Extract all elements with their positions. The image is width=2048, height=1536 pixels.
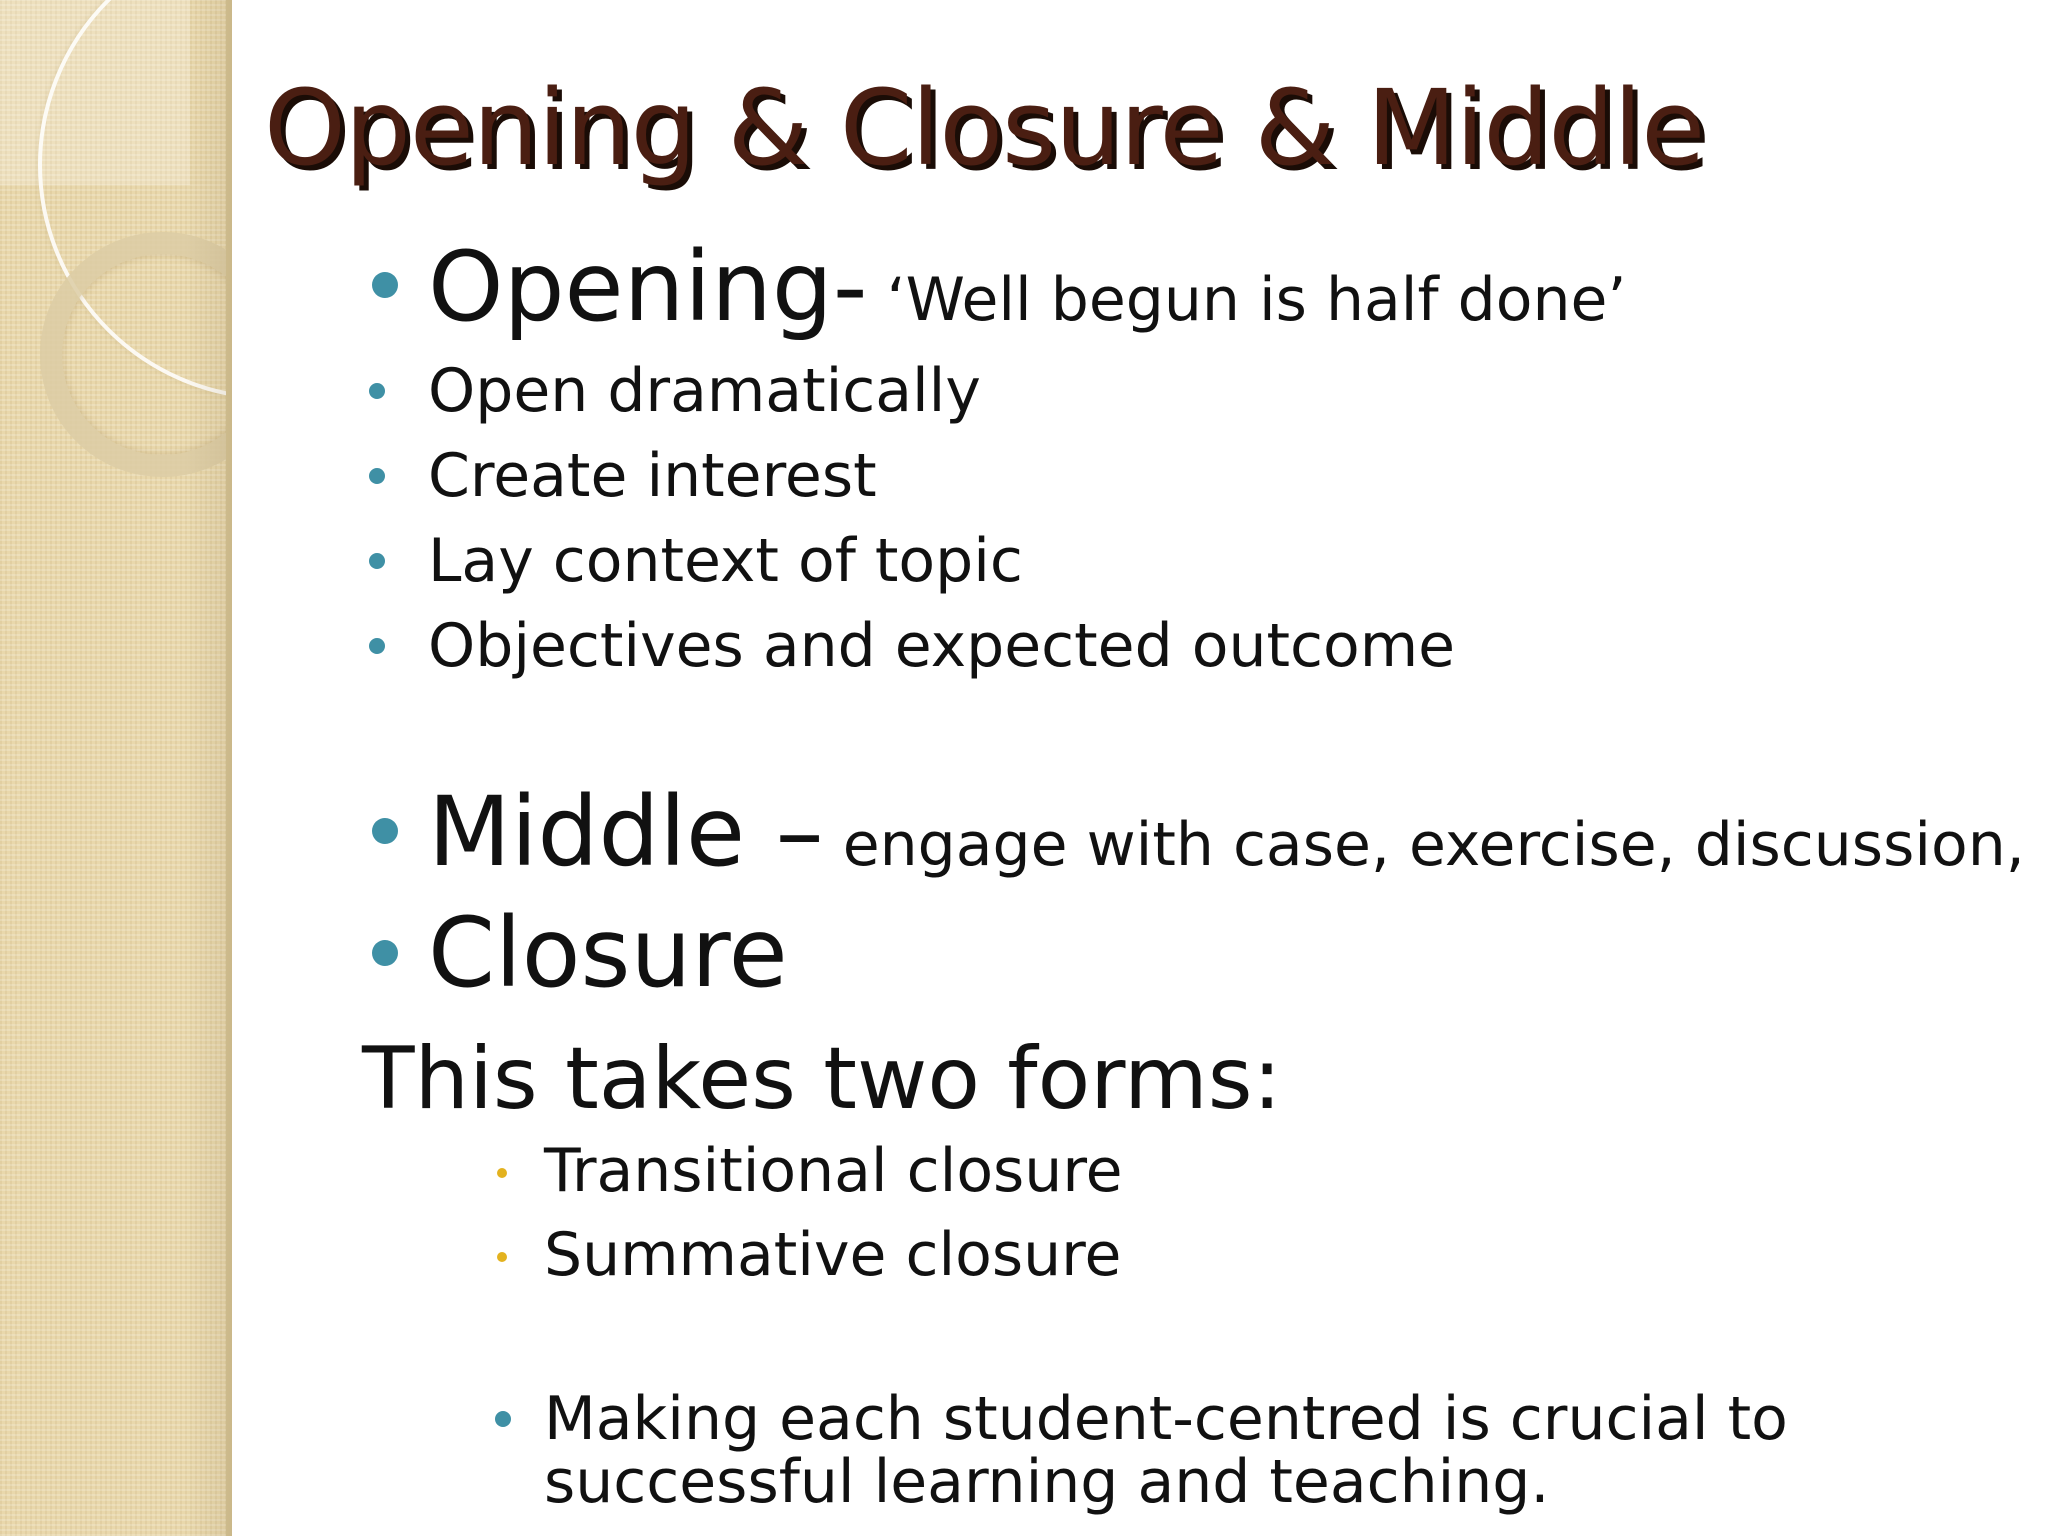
closure-intro: This takes two forms: [362,1029,1282,1129]
opening-point: Lay context of topic [428,526,1023,596]
opening-point-bullet [369,468,385,484]
note-line-2: successful learning and teaching. [544,1447,1550,1517]
opening-point-bullet [369,383,385,399]
note-bullet [495,1411,511,1427]
opening-point: Create interest [428,441,877,511]
opening-heading: Opening- [428,231,868,343]
opening-item [428,232,1626,342]
middle-bullet [372,818,398,844]
opening-bullet [372,272,398,298]
closure-form-bullet [497,1252,507,1262]
opening-quote: ‘Well begun is half done’ [886,265,1627,335]
note-line-1: Making each student-centred is crucial to [544,1384,1788,1454]
band-shadow [0,0,232,1536]
middle-heading: Middle – [428,776,824,888]
middle-item [428,777,2025,887]
middle-detail: engage with case, exercise, discussion, [842,810,2025,880]
closure-heading: Closure [428,897,788,1009]
closure-form: Summative closure [544,1220,1122,1290]
closure-form: Transitional closure [544,1136,1123,1206]
slide-title: Opening & Closure & Middle [264,67,1705,189]
opening-point: Open dramatically [428,356,981,426]
opening-point: Objectives and expected outcome [428,611,1456,681]
opening-point-bullet [369,638,385,654]
closure-bullet [372,940,398,966]
opening-point-bullet [369,553,385,569]
closure-form-bullet [497,1168,507,1178]
